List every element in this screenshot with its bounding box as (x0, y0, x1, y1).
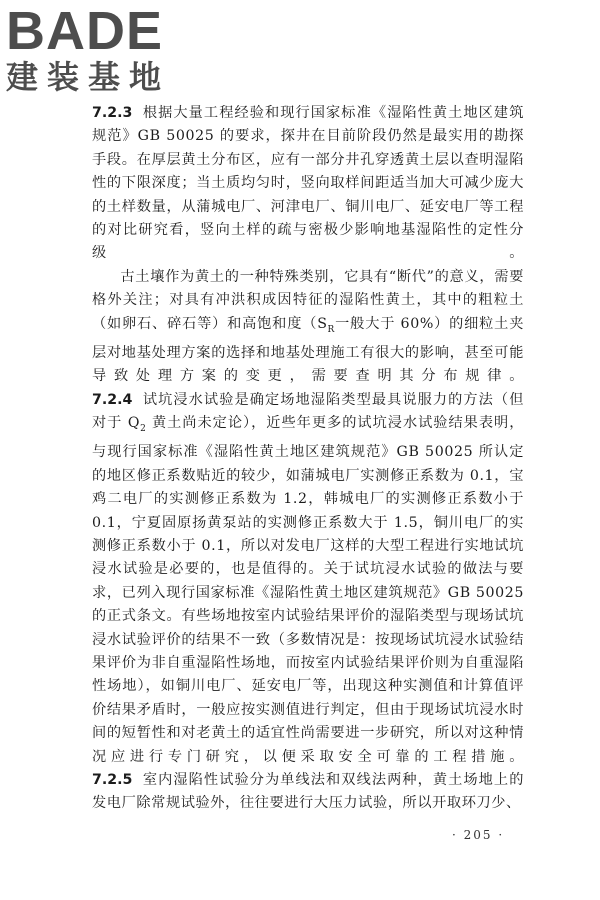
paragraph-7-2-5 (92, 769, 524, 816)
subscript: 2 (140, 423, 147, 434)
paragraph-text: 试坑浸水试验是确定场地湿陷类型最具说服力的方法（但对于 Q (92, 391, 524, 432)
subscript: R (327, 324, 335, 335)
section-number: 7.2.4 (92, 391, 133, 408)
logo-wordmark: BADE (6, 1, 164, 61)
page-number: · 205 · (452, 828, 505, 842)
logo (6, 1, 171, 96)
paragraph-text: 室内湿陷性试验分为单线法和双线法两种，黄土场地上的发电厂除常规试验外，往往要进行大压力试验，所以开取环刀少、 (92, 772, 524, 812)
paragraph-text: 一般大于 60%）的细粒土夹层对地基处理方案的选择和地基处理施工有很大的影响，甚至可能导致处理方案的变更，需要查明其分布规律。 (92, 315, 524, 385)
paragraph-paleosol (92, 266, 524, 389)
paragraph-text: 黄土尚未定论），近些年更多的试坑浸水试验结果表明，与现行国家标准《湿陷性黄土地区建筑规范》GB 50025 所认定的地区修正系数贴近的较少，如蒲城电厂实测修正系数为 0.1，宝鸡二电厂的实测修正系数为 1.2，韩城电厂的实测修正系数小于 0.1，宁夏固原扬黄泵站的实测修正系数大于 1.5，铜川电厂的实测修正系数小于 0.1，所以对发电厂这样的大型工程进行实地试坑浸水试验是必要的，也是值得的。关于试坑浸水试验的做法与要求，已列入现行国家标准《湿陷性黄土地区建筑规范》GB 50025 的正式条文。有些场地按室内试验结果评价的湿陷类型与现场试坑浸水试验评价的结果不一致（多数情况是：按现场试坑浸水试验结果评价为非自重湿陷性场地，而按室内试验结果评价则为自重湿陷性场地），如铜川电厂、延安电厂等，出现这种实测值和计算值评价结果矛盾时，一般应按实测值进行判定，但由于现场试坑浸水时间的短暂性和对老黄土的适宜性尚需要进一步研究，所以对这种情况应进行专门研究，以便采取安全可靠的工程措施。 (92, 415, 524, 765)
section-number: 7.2.3 (92, 105, 133, 121)
paragraph-text: 古土壤作为黄土的一种特殊类别，它具有“断代”的意义，需要格外关注；对具有冲洪积成因特征的湿陷性黄土，其中的粗粒土（如卵石、碎石等）和高饱和度（S (92, 268, 524, 332)
section-number: 7.2.5 (92, 772, 133, 789)
paragraph-text: 根据大量工程经验和现行国家标准《湿陷性黄土地区建筑规范》GB 50025 的要求，探井在目前阶段仍然是最实用的勘探手段。在厚层黄土分布区，应有一部分井孔穿透黄土层以查明湿陷性的下限深度；当土质均匀时，竖向取样间距适当加大可减少庞大的土样数量，从蒲城电厂、河津电厂、铜川电厂、延安电厂等工程的对比研究看，竖向土样的疏与密极少影响地基湿陷性的定性分级。 (92, 105, 524, 262)
paragraph-7-2-4 (92, 389, 524, 769)
page-body (92, 102, 524, 816)
logo-subtitle: 建装基地 (6, 58, 171, 96)
paragraph-7-2-3 (92, 102, 524, 266)
